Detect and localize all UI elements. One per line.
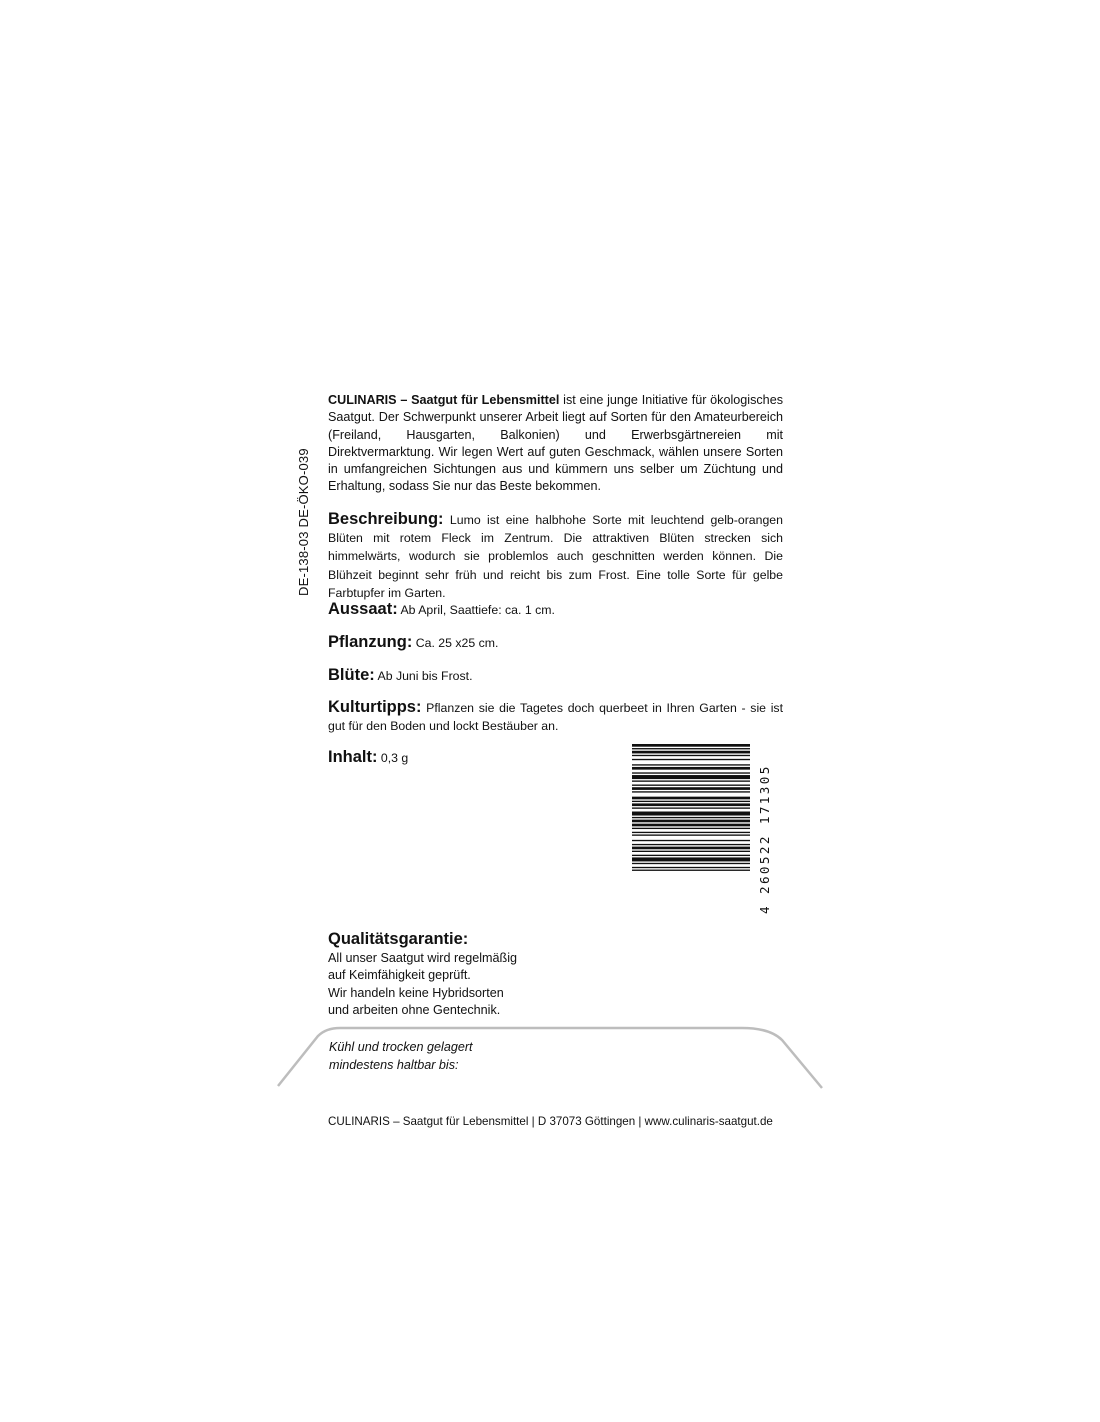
- barcode-bar: [632, 772, 750, 773]
- barcode-bar: [632, 832, 750, 833]
- barcode-bar: [632, 824, 750, 827]
- culture-tips-heading: Kulturtipps:: [328, 698, 422, 716]
- barcode-bar: [632, 834, 750, 835]
- brand-name: CULINARIS – Saatgut für Lebensmittel: [328, 393, 560, 407]
- barcode-bar: [632, 855, 750, 856]
- barcode-bar: [632, 812, 750, 816]
- barcode-bar: [632, 847, 750, 850]
- barcode-bar: [632, 744, 750, 747]
- bloom-section: [328, 666, 783, 685]
- quality-line: All unser Saatgut wird regelmäßig: [328, 951, 517, 965]
- barcode-bar: [632, 787, 750, 790]
- intro-text: ist eine junge Initiative für ökologisches Saatgut. Der Schwerpunkt unserer Arbeit liegt auf Sorten für den Amateurbereich (Freiland, Hausgarten, Balkonien) und Erwerbsgärtnereien mit Direktvermarktung. Wir legen Wert auf guten Geschmack, wählen unsere Sorten in umfangreichen Sichtungen aus und kümmern uns selber um Züchtung und Erhaltung, sodass Sie nur das Beste bekommen.: [328, 393, 783, 494]
- quality-line: auf Keimfähigkeit geprüft.: [328, 968, 471, 983]
- culture-tips-section: [328, 698, 783, 735]
- barcode-bar: [632, 820, 750, 823]
- sowing-heading: Aussaat:: [328, 600, 398, 618]
- sowing-text: Ab April, Saattiefe: ca. 1 cm.: [397, 603, 555, 617]
- barcode-bar: [632, 828, 750, 829]
- bloom-text: Ab Juni bis Frost.: [374, 669, 473, 683]
- barcode-bar: [632, 748, 750, 749]
- footer-address: CULINARIS – Saatgut für Lebensmittel | D 37073 Göttingen | www.culinaris-saatgut.de: [328, 1115, 773, 1128]
- description-section: [328, 510, 783, 602]
- content-heading: Inhalt:: [328, 748, 378, 766]
- quality-text: [328, 950, 588, 1019]
- quality-heading: Qualitätsgarantie:: [328, 930, 469, 948]
- culture-tips-text: Pflanzen sie die Tagetes doch querbeet in Ihren Garten - sie ist gut für den Boden und lockt Bestäuber an.: [328, 701, 783, 734]
- barcode-bar: [632, 844, 750, 845]
- description-text: Lumo ist eine halbhohe Sorte mit leuchtend gelb-orangen Blüten mit rotem Fleck im Zentrum. Die attraktiven Blüten strecken sich himmelwärts, wodurch sie problemlos auch geschnitten werden können. Die Blühzeit beginnt sehr früh und reicht bis zum Frost. Eine tolle Sorte für gelbe Farbtupfer im Garten.: [328, 513, 783, 600]
- planting-text: Ca. 25 x25 cm.: [412, 636, 499, 650]
- content-text: 0,3 g: [377, 751, 409, 765]
- quality-line: und arbeiten ohne Gentechnik.: [328, 1002, 501, 1017]
- barcode-bar: [632, 801, 750, 802]
- storage-line: mindestens haltbar bis:: [329, 1058, 459, 1072]
- storage-note: [329, 1038, 473, 1074]
- barcode: [632, 744, 762, 916]
- barcode-digits: 4 260522 171305: [757, 764, 772, 914]
- barcode-bar: [632, 764, 750, 765]
- bloom-heading: Blüte:: [328, 666, 375, 684]
- barcode-bar: [632, 870, 750, 871]
- sowing-section: [328, 600, 783, 619]
- barcode-bar: [632, 755, 750, 756]
- barcode-bar: [632, 851, 750, 852]
- barcode-graphic: [632, 744, 762, 916]
- certification-code: DE-138-03 DE-ÖKO-039: [296, 448, 311, 596]
- barcode-bar: [632, 791, 750, 792]
- barcode-bar: [632, 803, 750, 806]
- quality-line: Wir handeln keine Hybridsorten: [328, 985, 504, 1000]
- barcode-bar: [632, 817, 750, 818]
- storage-line: Kühl und trocken gelagert: [329, 1040, 473, 1054]
- barcode-bar: [632, 797, 750, 800]
- barcode-bar: [632, 857, 750, 861]
- planting-section: [328, 633, 783, 652]
- intro-paragraph: [328, 392, 783, 496]
- barcode-bar: [632, 780, 750, 781]
- planting-heading: Pflanzung:: [328, 633, 413, 651]
- barcode-bar: [632, 863, 750, 864]
- description-heading: Beschreibung:: [328, 510, 444, 528]
- barcode-bar: [632, 751, 750, 754]
- barcode-bar: [632, 867, 750, 868]
- barcode-bar: [632, 785, 750, 786]
- barcode-bar: [632, 807, 750, 808]
- barcode-bar: [632, 775, 750, 779]
- barcode-bar: [632, 767, 750, 770]
- barcode-bar: [632, 759, 750, 760]
- barcode-bar: [632, 840, 750, 841]
